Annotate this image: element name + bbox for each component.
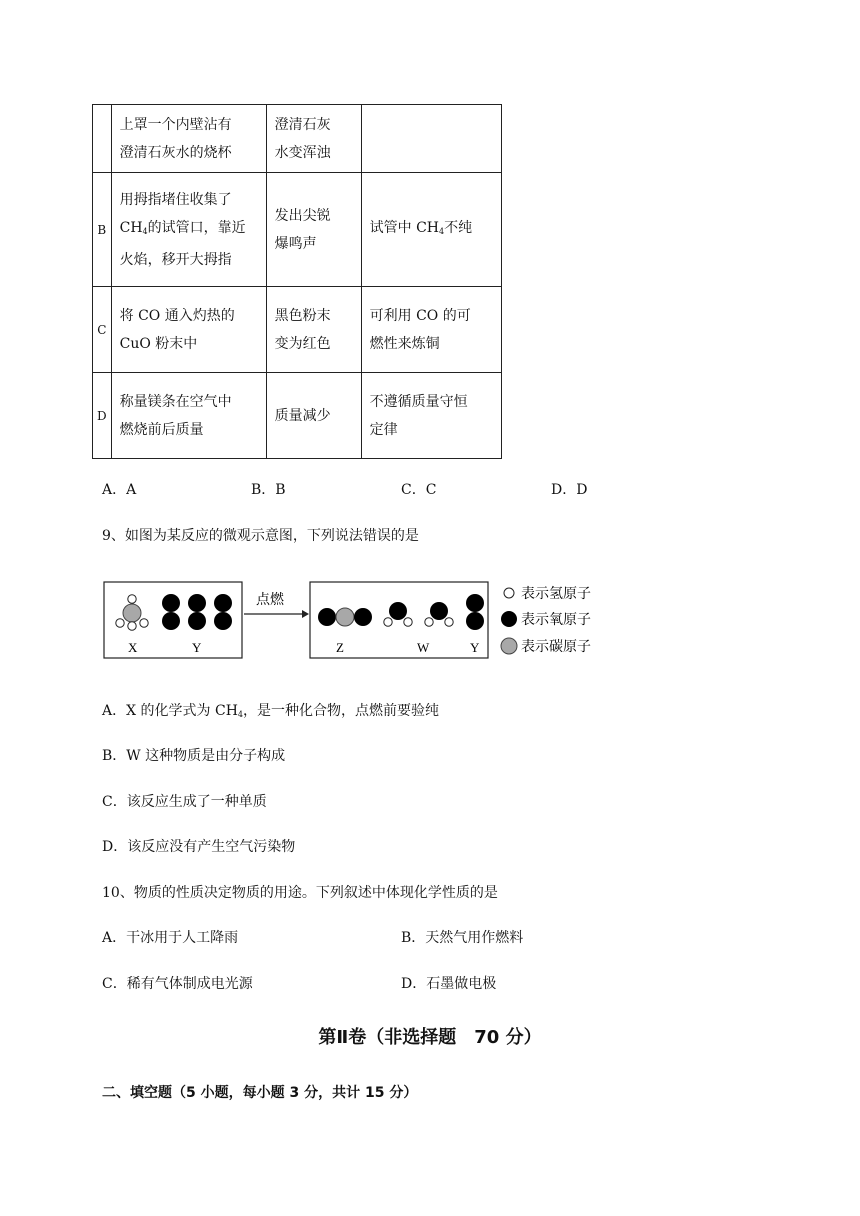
row-label: C xyxy=(93,287,112,373)
conclusion-cell xyxy=(361,373,501,459)
conclusion-cell xyxy=(361,105,501,173)
phenomenon-cell xyxy=(266,105,361,173)
cell-line: 火焰，移开大拇指 xyxy=(119,251,232,268)
cell-line: 定律 xyxy=(369,421,398,438)
cell-line: 燃烧前后质量 xyxy=(119,421,204,438)
carbon-dioxide-molecule xyxy=(318,608,372,626)
row-label: B xyxy=(93,173,112,287)
oxygen-molecules xyxy=(162,594,232,630)
section-heading: 二、填空题（5 小题，每小题 3 分，共计 15 分） xyxy=(102,1085,418,1101)
legend xyxy=(501,585,591,655)
cell-text: 不纯 xyxy=(444,219,473,236)
label-w: W xyxy=(417,640,430,655)
q9-option-c[interactable]: C．该反应生成了一种单质 xyxy=(102,794,267,810)
legend-oxygen: 表示氧原子 xyxy=(521,612,591,628)
condition-label: 点燃 xyxy=(256,592,284,608)
cell-line: CuO 粉末中 xyxy=(119,335,198,352)
experiment-table xyxy=(92,104,502,459)
cell-line: 称量镁条在空气中 xyxy=(119,393,232,410)
legend-carbon: 表示碳原子 xyxy=(521,639,591,655)
label-y: Y xyxy=(192,640,202,655)
q8-option-c[interactable]: C．C xyxy=(401,482,437,498)
q10-stem: 10、物质的性质决定物质的用途。下列叙述中体现化学性质的是 xyxy=(102,885,498,901)
arrow-head xyxy=(302,610,309,618)
cell-line: 发出尖锐 xyxy=(274,207,331,224)
operation-cell xyxy=(111,287,266,373)
cell-line: 质量减少 xyxy=(274,407,331,424)
conclusion-cell xyxy=(361,287,501,373)
q8-option-a[interactable]: A．A xyxy=(102,482,137,498)
q10-option-b[interactable]: B．天然气用作燃料 xyxy=(401,930,524,946)
option-text: ，是一种化合物，点燃前要验纯 xyxy=(243,703,439,719)
row-label xyxy=(93,105,112,173)
conclusion-cell xyxy=(361,173,501,287)
formula-subscript: 4 xyxy=(439,226,445,236)
label-z: Z xyxy=(336,640,344,655)
oxygen-molecule xyxy=(466,594,484,630)
part-title: 第Ⅱ卷（非选择题 70 分） xyxy=(318,1027,542,1048)
reaction-diagram xyxy=(96,576,616,666)
label-x: X xyxy=(128,640,138,655)
q10-option-d[interactable]: D．石墨做电极 xyxy=(401,976,497,992)
phenomenon-cell xyxy=(266,287,361,373)
cell-line xyxy=(120,214,258,246)
table-row xyxy=(93,173,502,287)
formula-subscript: 4 xyxy=(237,710,243,719)
option-text: A．X 的化学式为 CH xyxy=(102,703,238,719)
cell-line: 上罩一个内壁沾有 xyxy=(119,116,232,133)
q8-option-d[interactable]: D．D xyxy=(551,482,588,498)
cell-line: 澄清石灰 xyxy=(274,116,331,133)
cell-line: 用拇指堵住收集了 xyxy=(119,191,232,208)
formula-text: CH xyxy=(119,219,143,236)
cell-line: 变为红色 xyxy=(274,335,331,352)
q10-option-a[interactable]: A．干冰用于人工降雨 xyxy=(102,930,239,946)
water-molecule xyxy=(425,602,453,626)
phenomenon-cell xyxy=(266,173,361,287)
q9-option-a[interactable] xyxy=(102,701,439,725)
operation-cell xyxy=(111,173,266,287)
q9-option-b[interactable]: B．W 这种物质是由分子构成 xyxy=(102,748,286,764)
row-label: D xyxy=(93,373,112,459)
cell-text: 试管中 CH xyxy=(369,219,439,236)
cell-line: 燃性来炼铜 xyxy=(369,335,440,352)
cell-line: 澄清石灰水的烧杯 xyxy=(119,144,232,161)
cell-line: 可利用 CO 的可 xyxy=(369,307,471,324)
phenomenon-cell xyxy=(266,373,361,459)
formula-subscript: 4 xyxy=(142,226,148,236)
oxygen-legend-icon xyxy=(501,611,517,627)
cell-line: 不遵循质量守恒 xyxy=(369,393,468,410)
cell-line: 黑色粉末 xyxy=(274,307,331,324)
cell-line: 将 CO 通入灼热的 xyxy=(119,307,235,324)
cell-line: 爆鸣声 xyxy=(274,235,317,252)
water-molecule xyxy=(384,602,412,626)
cell-text: 的试管口，靠近 xyxy=(147,219,246,236)
q9-stem: 9、如图为某反应的微观示意图，下列说法错误的是 xyxy=(102,528,419,544)
cell-line: 水变浑浊 xyxy=(274,144,331,161)
operation-cell xyxy=(111,373,266,459)
methane-molecule xyxy=(116,595,148,630)
table-row xyxy=(93,105,502,173)
q9-option-d[interactable]: D．该反应没有产生空气污染物 xyxy=(102,839,296,855)
label-y-product: Y xyxy=(470,640,480,655)
q8-option-b[interactable]: B．B xyxy=(251,482,286,498)
operation-cell xyxy=(111,105,266,173)
carbon-legend-icon xyxy=(501,638,517,654)
hydrogen-legend-icon xyxy=(504,588,514,598)
legend-hydrogen: 表示氢原子 xyxy=(521,586,591,602)
q10-option-c[interactable]: C．稀有气体制成电光源 xyxy=(102,976,253,992)
table-row xyxy=(93,373,502,459)
table-row xyxy=(93,287,502,373)
